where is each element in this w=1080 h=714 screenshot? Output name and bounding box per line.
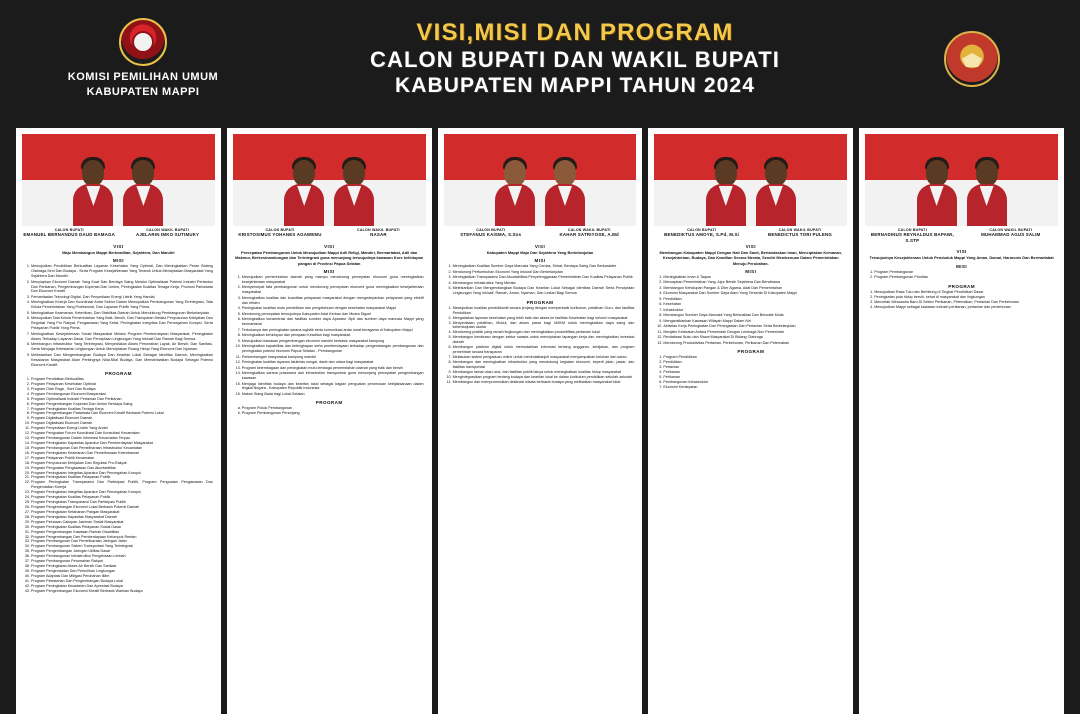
list-item: 13. Mendorong Produktivitas Pertanian, Perkebunan, Perikanan Dan Peternakan — [663, 341, 845, 346]
list-item: 8. Membangun Infrastruktur Yang Terintegrasi, Menyediakan Akses Perumahan Layak, Air Bersih, Dan Sanitasi, Serta Menjaga Kelestarian Lingkungan Untuk Menciptakan Ruang Hidup Yang Ekonomi Dan Nyaman. — [31, 342, 213, 352]
list-item: 34. Program Pembangunan Sistem Transportasi Yang Terintegrasi — [31, 544, 213, 549]
list-item: 10. Meningkatkan kapabilitas dan kelengkapan serta pemberdayaan terhadap pengembangan pembangunan dan peningkatan potensi ekonomi Papua Selatan - Pembangunan — [242, 344, 424, 354]
list-item: 2. Menyiapkan Ekonomi Daerah Yang Kuat Dan Berdaya Saing Melalui Optimalisasi Potensi Industri Pertanian Dan Perikanan, Pengembangan Koperasi Dan Umkm, Peningkatan Kualitas Tenaga Kerja, Promosi Pariwisata Dan Ekonomi Kreatif. — [31, 280, 213, 295]
list-item: 41. Program Pelestarian Dan Pengembangan Budaya Lokal — [31, 579, 213, 584]
list-item: 12. Peningkatan kualitas layanan lalulintas sungai, darat dan udara bagi masyarakat — [242, 360, 424, 365]
list-item: 3. Pemanfaatan Teknologi Digital, Dan Penyediaan Energi Listrik Yang Handal. — [31, 295, 213, 300]
list-item: 2. Peningkatan pola hidup bersih, sehat di masyarakat dan lingkungan — [874, 295, 1056, 300]
list-item: 2. Program Pembangunan Prioritas — [874, 275, 1056, 280]
list-item: 2. Mencapkan Pemerintahan Yang Jujur Bersih Sejahtera Dan Berwibawa — [663, 280, 845, 285]
candidate-photo — [444, 134, 637, 226]
list-item: 2. Program Pelayanan Kesehatan Optimal — [31, 382, 213, 387]
visi-text: Membangun Kabupaten Mappi Dengan Hati Dan Santi, Berlandaskan Iman, Menciptakan Kemanan, Kesejahteraan, Budaya, Dan Keadilan Secara Merata, Sendiri Membenuan Dalam Pemerintahan Menuju Perubahan. — [659, 249, 843, 266]
list-item: 2. Mempercepat tata pembangunan untuk mendorong percepatan ekonomi guna meningkatkan kesejahteraan masyarakat — [242, 285, 424, 295]
list-item: 7. Ekonomi Kerakyatan — [663, 385, 845, 390]
list-item: 8. Membangun Sumber Daya Manusia Yang Berkualitas Dan Beradab Mulia — [663, 313, 845, 318]
list-item: 10. Aktivitas Kerja Peningkatan Dan Peningkatan Dan Pertanian Serta Berkelanjutan — [663, 324, 845, 329]
list-item: 37. Program Pembangunan Perumahan Rakyat — [31, 559, 213, 564]
wakil-name: BENEDICTUS TORI PULENG — [767, 232, 833, 238]
wakil-role: CALON WAKIL BUPATI — [146, 228, 189, 232]
list-item: 25. Program Peningkatan Transparansi Dan Partisipasi Publik — [31, 500, 213, 505]
candidate-card — [648, 128, 853, 714]
kpu-name-line2: KABUPATEN MAPPI — [86, 86, 200, 98]
list-item: 43. Program Pengembangan Ekonomi Kreatif Berbasis Warisan Budaya — [31, 589, 213, 594]
list-item: 38. Program Peningkatan Akses Air Bersih Dan Sanitasi — [31, 564, 213, 569]
list-item: 5. Membangun kemitraan dengan sektor swasta untuk menciptakan lapangan kerja dan meningkatkan investasi daerah — [453, 335, 635, 345]
list-item: 1. Program Pendidikan — [663, 355, 845, 360]
list-item: 27. Program Peningkatan Ketahanan Pangan Masyarakat — [31, 510, 213, 515]
misi-heading: MISI — [534, 258, 546, 264]
list-item: 4. Mewujudkan Mappi sebagai kawasan industri perikanan, pertanian dan perkebunan — [874, 305, 1056, 310]
list-item: 28. Program Peningkatan Kapasitas Masyarakat Daerah — [31, 515, 213, 520]
list-item: 3. Meningkatkan kualitas dan kuantitas pelayanan masyarakat dengan mengedepankan pelayanan yang efektif dan efisien — [242, 296, 424, 306]
bupati-name: BERNADINUS REYNALDUS BAPAWI, S.STP — [870, 232, 954, 243]
list-item: 11. Membangun dan mempromosikan destinasi wisata berbasis budaya yang melibatkan masyarakat lokal — [453, 380, 635, 385]
list-item: 11. Perkembangan masyarakat kampung mandiri — [242, 355, 424, 360]
list-item: 9. Melestarikan Dan Mengembangkan Budaya Dan Kearifan Lokal Sebagai Identitas Daerah, Meningkatkan Kesadaran Masyarakat Akan Pentingnya Nilai-Nilai Budaya, Dan Memanfaatkan Budaya Sebagai Potensi Ekonomi Kreatif. — [31, 353, 213, 368]
list-item: 1. Program Pembangunan — [874, 270, 1056, 275]
list-item: 5. Melestarikan Dan Mengembangkan Budaya Dan Kearifan Lokal Sebagai Identitas Daerah Serta Penciptaan Lingkungan Yang Inklusif, Ramah, Aman, Nyaman, Dan Lestari Bagi Semua — [453, 286, 635, 296]
wakil-name: KAHAR SATRIYOSE, A.Md — [559, 232, 619, 238]
program-list — [865, 290, 1058, 310]
candidate-photo — [22, 134, 215, 226]
list-item: 5. Pendidikan — [663, 297, 845, 302]
list-item: 3. Membangun Kehidupan Pangan & Diler Agama, Adat Dan Pemerintahan — [663, 286, 845, 291]
poster-header — [0, 0, 1080, 118]
list-item: 6. Kesehatan — [663, 302, 845, 307]
bupati-role: CALON BUPATI — [687, 228, 717, 232]
list-item: 12. Program Penguatan Forum Koordinasi Dan Konsultasi Kecamatan — [31, 431, 213, 436]
poster-title — [268, 19, 882, 98]
misi-heading: MISI — [323, 268, 335, 274]
visi-text: Percepatan Pembangunan Untuk Mewujudkan Mappi Adil Religi, Mandiri, Bermartabat, Adil dan Makmur, Berkesinambungan dan Terintegrasi guna menunjang terwujudnya kawasan Kore kehidupan pangan di Provinsi Papua Selatan — [235, 249, 424, 266]
list-item: 4. Ekonomi Masyarakat Dan Sumber Daya Alam Yang Tersedia Di Kabupaten Mappi — [663, 291, 845, 296]
wakil-name: MUHAMMAD AGUS SALIM — [981, 232, 1041, 238]
wakil-name: AJELARIN IMKO SUTIMUKY — [136, 232, 200, 238]
list-item: 11. Menjalin Kelekatan Antara Pemerintah Dengan Lembaga Non Pemerintah — [663, 330, 845, 335]
list-item: a. Program Pokok Pembangunan — [242, 406, 424, 411]
visi-text: Terwujudnya Kesejahteraan Untuk Penduduk Mappi Yang Aman, Damai, Harmonis Dan Bermartabat — [869, 255, 1054, 261]
list-item: 17. Program Pelayanan Publik Kecamatan — [31, 456, 213, 461]
list-item: 8. Meningkatkan kehidupan dan perayaan Keadilan bagi masyarakat. — [242, 333, 424, 338]
misi-list — [654, 275, 847, 347]
program-heading: PROGRAM — [105, 371, 132, 377]
candidate-names — [233, 228, 426, 238]
wakil-role: CALON WAKIL BUPATI — [357, 228, 400, 232]
candidate-names — [654, 228, 847, 238]
list-item: 7. Terbukanya dan peningkatan sarana logistik serta komunikasi antar umat beragama di Kabupaten Mappi — [242, 328, 424, 333]
list-item: 10. Mengintegrasikan program tentang budaya dan kearifan lokal ke dalam kurikulum pendidikan sekolah-sekolah — [453, 375, 635, 380]
list-item: 18. Program Penyusunan Kebijakan Dan Regulasi Pro-Rakyat — [31, 461, 213, 466]
list-item: 21. Program Peningkatan Kualitas Pelayanan Publik — [31, 475, 213, 480]
list-item: 3. Pertanian — [663, 365, 845, 370]
list-item: 19. Program Penguatan Pengawasan Dan Akuntabilitas — [31, 466, 213, 471]
list-item: 3. Menyediakan pelatihan, Modul, dan akses pasar bagi UMKM untuk meningkatkan daya saing dan keberlanjutan usaha — [453, 321, 635, 331]
list-item: 8. Program Pengembangan Pariwisata Dan Ekonomi Kreatif Berbasis Potensi Lokal — [31, 411, 213, 416]
list-item: 1. Meningkatkan Kualitas Sumber Daya Manusia Yang Cerdas, Sehat, Berdaya Saing Dan Berkarakter — [453, 264, 635, 269]
misi-heading: MISI — [956, 263, 968, 269]
list-item: 33. Program Pembangunan Dan Pemeliharaan Jaringan Jalan — [31, 539, 213, 544]
misi-heading: MISI — [112, 258, 124, 264]
title-line-1: VISI,MISI DAN PROGRAM — [416, 19, 734, 47]
list-item: 13. Program kelembagaan dan peningkatan mutu lembaga pemerintahan daerah yang baik dan bersih — [242, 366, 424, 371]
list-item: 8. Membangun dan meningkatkan infrastruktur yang mendukung kegiatan ekonomi, seperti jalan, pasar, dan fasilitas transportasi — [453, 360, 635, 370]
bupati-role: CALON BUPATI — [54, 228, 84, 232]
bupati-name: EMANUEL BERNANDUS DAUD BAMAGA — [23, 232, 115, 238]
candidate-names — [444, 228, 637, 238]
title-line-3: KABUPATEN MAPPI TAHUN 2024 — [395, 74, 755, 98]
list-item: 5. Mendorong percepatan terwujudnya Kabupaten Adat Kerbau dan Muara Digoel — [242, 312, 424, 317]
kpu-name-line1: KOMISI PEMILIHAN UMUM — [67, 71, 219, 84]
list-item: 26. Program Pengembangan Ekonomi Lokal Berbasis Potensi Daerah — [31, 505, 213, 510]
list-item: 23. Program Peningkatan Integritas Aparatur Dan Pencegahan Korupsi — [31, 490, 213, 495]
candidate-columns — [0, 118, 1080, 714]
visi-text: Maju Membangun Mappi Berkeadilan, Sejahtera, Dan Mandiri — [62, 249, 175, 255]
candidate-card — [16, 128, 221, 714]
bupati-name: STEFANUS KAISMA, S.Sos — [460, 232, 522, 238]
list-item: 5. Program Optimalisasi Industri Pertanian Dan Perikanan — [31, 397, 213, 402]
bupati-name: KRISTOSIMUS YOHANES AGAWEMU — [238, 232, 322, 238]
program-list — [233, 406, 426, 416]
list-item: 3. Meningkatkan Transparansi Dan Akuntabilitas Penyelenggaraan Pemerintahan Dan Kualitas Pelayanan Publik — [453, 275, 635, 280]
list-item: 9. Program Digitalisasi Ekonomi Daerah — [31, 416, 213, 421]
list-item: 4. Program Pembangunan Ekonomi Masyarakat — [31, 392, 213, 397]
candidate-photo — [654, 134, 847, 226]
kpu-logo-icon — [119, 18, 167, 66]
list-item: 9. Membangun taman atau ulos, dan fasilitas publik lainya untuk meningkatkan kualitas hidup masyarakat — [453, 370, 635, 375]
visi-heading: VISI — [324, 243, 335, 249]
list-item: 1. Program Pendidikan Berkualitas — [31, 377, 213, 382]
candidate-photo — [233, 134, 426, 226]
candidate-names — [865, 228, 1058, 243]
visi-text: Kabupaten Mappi Maju Dan Sejahtera Yang Berkelanjutan — [486, 249, 594, 255]
misi-list — [233, 275, 426, 398]
list-item: 6. Pembangunan Infrastruktur — [663, 380, 845, 385]
program-list — [654, 355, 847, 389]
candidate-card — [438, 128, 643, 714]
title-line-2: CALON BUPATI DAN WAKIL BUPATI — [370, 47, 780, 72]
list-item: 2. Pendidikan — [663, 360, 845, 365]
visi-heading: VISI — [113, 243, 124, 249]
list-item: 39. Program Pengendalian Dan Pemulihan Lingkungan — [31, 569, 213, 574]
program-list — [444, 306, 637, 385]
visi-heading: VISI — [745, 243, 756, 249]
list-item: 6. Program Pengembangan Koperasi Dan Umkm Berdaya Saing — [31, 402, 213, 407]
bupati-role: CALON BUPATI — [476, 228, 506, 232]
list-item: 9. Mengarisikankan Kawasan Wilayah Mappi Dalam Niri — [663, 319, 845, 324]
list-item: 20. Program Peningkatan Integritas Aparatur Dan Pencegahan Korupsi — [31, 471, 213, 476]
list-item: 11. Program Penyediaan Energi Listrik Yang Andal — [31, 426, 213, 431]
list-item: 32. Program Pengembangan Dan Pemberdayaan Kelompok Rentan — [31, 535, 213, 540]
list-item: 15. Menjaga identitas budaya dan kearifan lokal sebagai bagian penguatan perumusan kebijaksanaan dalam tingkat Negara - Kabupaten Republik Indonesia — [242, 382, 424, 392]
list-item: 3. Program Olah Raga , Seni Dan Budaya — [31, 387, 213, 392]
list-item: 5. Meningkatkan Keamanan, Ketertiban, Dan Stabilitas Daerah Untuk Mendukung Pembangunan Berkelanjutan. — [31, 311, 213, 316]
list-item: 14. Program Peningkatan Kapasitas Aparatur Dan Pemberdayaan Masyarakat — [31, 441, 213, 446]
list-item: 22. Program Peningkatan Transparansi Dan Partisipasi Publik, Program Penguatan Pengawasan Dan Pengendalian Kinerja — [31, 480, 213, 490]
list-item: 30. Program Peningkatan Kualitas Pelayanan Sosial Dasar — [31, 525, 213, 530]
wakil-role: CALON WAKIL BUPATI — [989, 228, 1033, 232]
misi-heading: MISI — [745, 268, 757, 274]
list-item: 7. Melakukan sistem pengaduan online untuk menindaklanjuti masyarakat menyampaikan keluhan dan saran — [453, 355, 635, 360]
list-item: 16. Makan Siang Bada bagi Lokal-Selatan — [242, 392, 424, 397]
list-item: 6. Mewujudkan Tata Kelola Pemerintahan Yang Baik, Bersih, Dan Transparan Melalui Penyusunan Kebijakan Dan Regulasi Yang Pro Rakyat, Pengawasan Yang Ketat, Peningkatan Integritas Dan Pencegahan Korupsi, Serta Pelayanan Publik Yang Prima. — [31, 316, 213, 331]
kpu-branding — [18, 18, 268, 100]
list-item: 7. Meningkatkan Kesejahteraan Sosial Masyarakat Melalui Program Pemberdayaan Masyarakat, Peningkatan Akses Terhadap Layanan Dasar, Dan Penciptaan Lingkungan Yang Inklusif Dan Ramah Bagi Semua. — [31, 332, 213, 342]
wakil-role: CALON WAKIL BUPATI — [567, 228, 611, 232]
bupati-role: CALON BUPATI — [897, 228, 927, 232]
list-item: 7. Program Peningkatan Kualitas Tenaga Kerja — [31, 407, 213, 412]
program-heading: PROGRAM — [737, 349, 765, 355]
list-item: 1. Mewujudkan Pendidikan Berkualitas Layanan Kesehatan Yang Optimal, Dan Meningkatkan Peran Bidang Olahraga,Seni Dan Budaya - Serta Program Kesejahteraan Yang Terarah Untuk Menciptakan Masyarakat Yang Sejahtera Dan Mandiri. — [31, 264, 213, 279]
list-item: 3. Mencetak Wirausaha Baru Di Sektor Perikanan, Peternakan, Pertanian Dan Perkebunan — [874, 300, 1056, 305]
list-item: 15. Program Pembangunan Dan Pemeliharaan Infrastruktur Kecamatan — [31, 446, 213, 451]
list-item: 24. Program Peningkatan Kualitas Pelayanan Publik — [31, 495, 213, 500]
list-item: 6. Membangun platform digital untuk memudahkan informasi tentang anggaran, kebijakan, dan program pemerintah secara transparan — [453, 345, 635, 355]
list-item: 1. Mewujudkan kualitas pendidikanlit secara jenjang dengan memperbaiki kurikulum, pelatihan Guru, dan fasilitas Pendidikan — [453, 306, 635, 316]
list-item: 35. Program Pengembangan Jaringan Utilitas Dasar — [31, 549, 213, 554]
candidate-names — [22, 228, 215, 238]
list-item: 1. Mewujudkan pemerintahan daerah yang mampu mendorong percepatan ekonomi guna meningkatkan kesejahteraan masyarakat — [242, 275, 424, 285]
list-item: 7. Infrastruktur — [663, 308, 845, 313]
wakil-name: NASAR — [370, 232, 387, 238]
list-item: 6. Meningkatkan konsentrasi dan fasilitas sumber daya Aparatur Sipil dan sumber daya manusia Mappi yang bermartabat — [242, 317, 424, 327]
list-item: 4. Perikanan — [663, 370, 845, 375]
bupati-role: CALON BUPATI — [265, 228, 295, 232]
list-item: 40. Program Adaptasi Dan Mitigasi Perubahan Iklim — [31, 574, 213, 579]
list-item: 9. Mewujudkan kawasan pengembangan ekonomi mandiri berbasis masyarakat kampung — [242, 339, 424, 344]
list-item: 42. Program Peningkatan Kesadaran Dan Apresiasi Budaya — [31, 584, 213, 589]
list-item: 31. Program Pengembangan Kawasan Ramah Disabilitas — [31, 530, 213, 535]
visi-heading: VISI — [956, 249, 967, 255]
left-margin — [0, 0, 16, 714]
candidate-card — [227, 128, 432, 714]
candidate-card — [859, 128, 1064, 714]
list-item: 4. Mendorong praktik yang ramah lingkungan dan meningkatkan produktifitas pertanian lokal — [453, 330, 635, 335]
list-item: 1. Meningkatkan Iman & Taqwa — [663, 275, 845, 280]
list-item: 16. Program Peningkatan Keamanan Dan Pemeliharaan Ketentraman — [31, 451, 213, 456]
list-item: 13. Program Pembangunan Dalam Informasi Kecamatan Terpau — [31, 436, 213, 441]
mappi-branding — [882, 31, 1062, 87]
misi-list — [444, 264, 637, 297]
list-item: 12. Revitalisasi Buku dan Siswa Masyarakat Di Bidang Olahraga — [663, 335, 845, 340]
list-item: 2. Mengadakan layanan kesehatan yang lebih baik dan akses ke fasilitas Kesehatan bagi seluruh masyarakat — [453, 316, 635, 321]
list-item: 36. Program Pembangunan Infrastruktur Pengelolaan Limbah — [31, 554, 213, 559]
misi-list — [865, 270, 1058, 281]
program-heading: PROGRAM — [315, 400, 343, 406]
list-item: 4. Membangun Infrastruktur Yang Merata — [453, 281, 635, 286]
list-item: 5. Perikanan — [663, 375, 845, 380]
list-item: 2. Mendorong Pertumbuhan Ekonomi Yang Inklusif Dan Berkelanjutan — [453, 270, 635, 275]
list-item: 1. Mewujudkan Rasa Tulu dan Berbitung di Tingkat Pendidikan Dasar — [874, 290, 1056, 295]
mappi-regency-logo-icon — [944, 31, 1000, 87]
list-item: 29. Program Peluasan Cakupan Jaminan Sosial Masyarakat — [31, 520, 213, 525]
program-heading: PROGRAM — [948, 283, 975, 289]
program-list — [22, 377, 215, 594]
list-item: 4. Meningkatkan Kinerja Dan Koordinasi Antar Sektor Dalam Mewujudkan Pembangunan Yang Terintegrasi, Tata Kelola Pemerintahan Yang Profesional, Dan Layanan Publik Yang Prima. — [31, 300, 213, 310]
list-item: b. Program Pembangunan Penunjang — [242, 411, 424, 416]
wakil-role: CALON WAKIL BUPATI — [778, 228, 822, 232]
program-heading: PROGRAM — [526, 299, 554, 305]
right-margin — [1064, 0, 1080, 714]
list-item: 14. Meningkatkan sarana prasarana dan infrastruktur transportasi guna menunjang percepatan pengembangan kawasan — [242, 371, 424, 381]
list-item: 4. Peningkatan kualitas mutu pendidikan dan pengetahuan dengan kesehatan masyarakat Mappi — [242, 306, 424, 311]
misi-list — [22, 264, 215, 368]
candidate-photo — [865, 134, 1058, 226]
list-item: 10. Program Digitalisasi Ekonomi Daerah — [31, 421, 213, 426]
visi-heading: VISI — [534, 243, 546, 249]
bupati-name: BENEDIKTUS AMOYE, S.Pd, M.Si — [664, 232, 740, 238]
